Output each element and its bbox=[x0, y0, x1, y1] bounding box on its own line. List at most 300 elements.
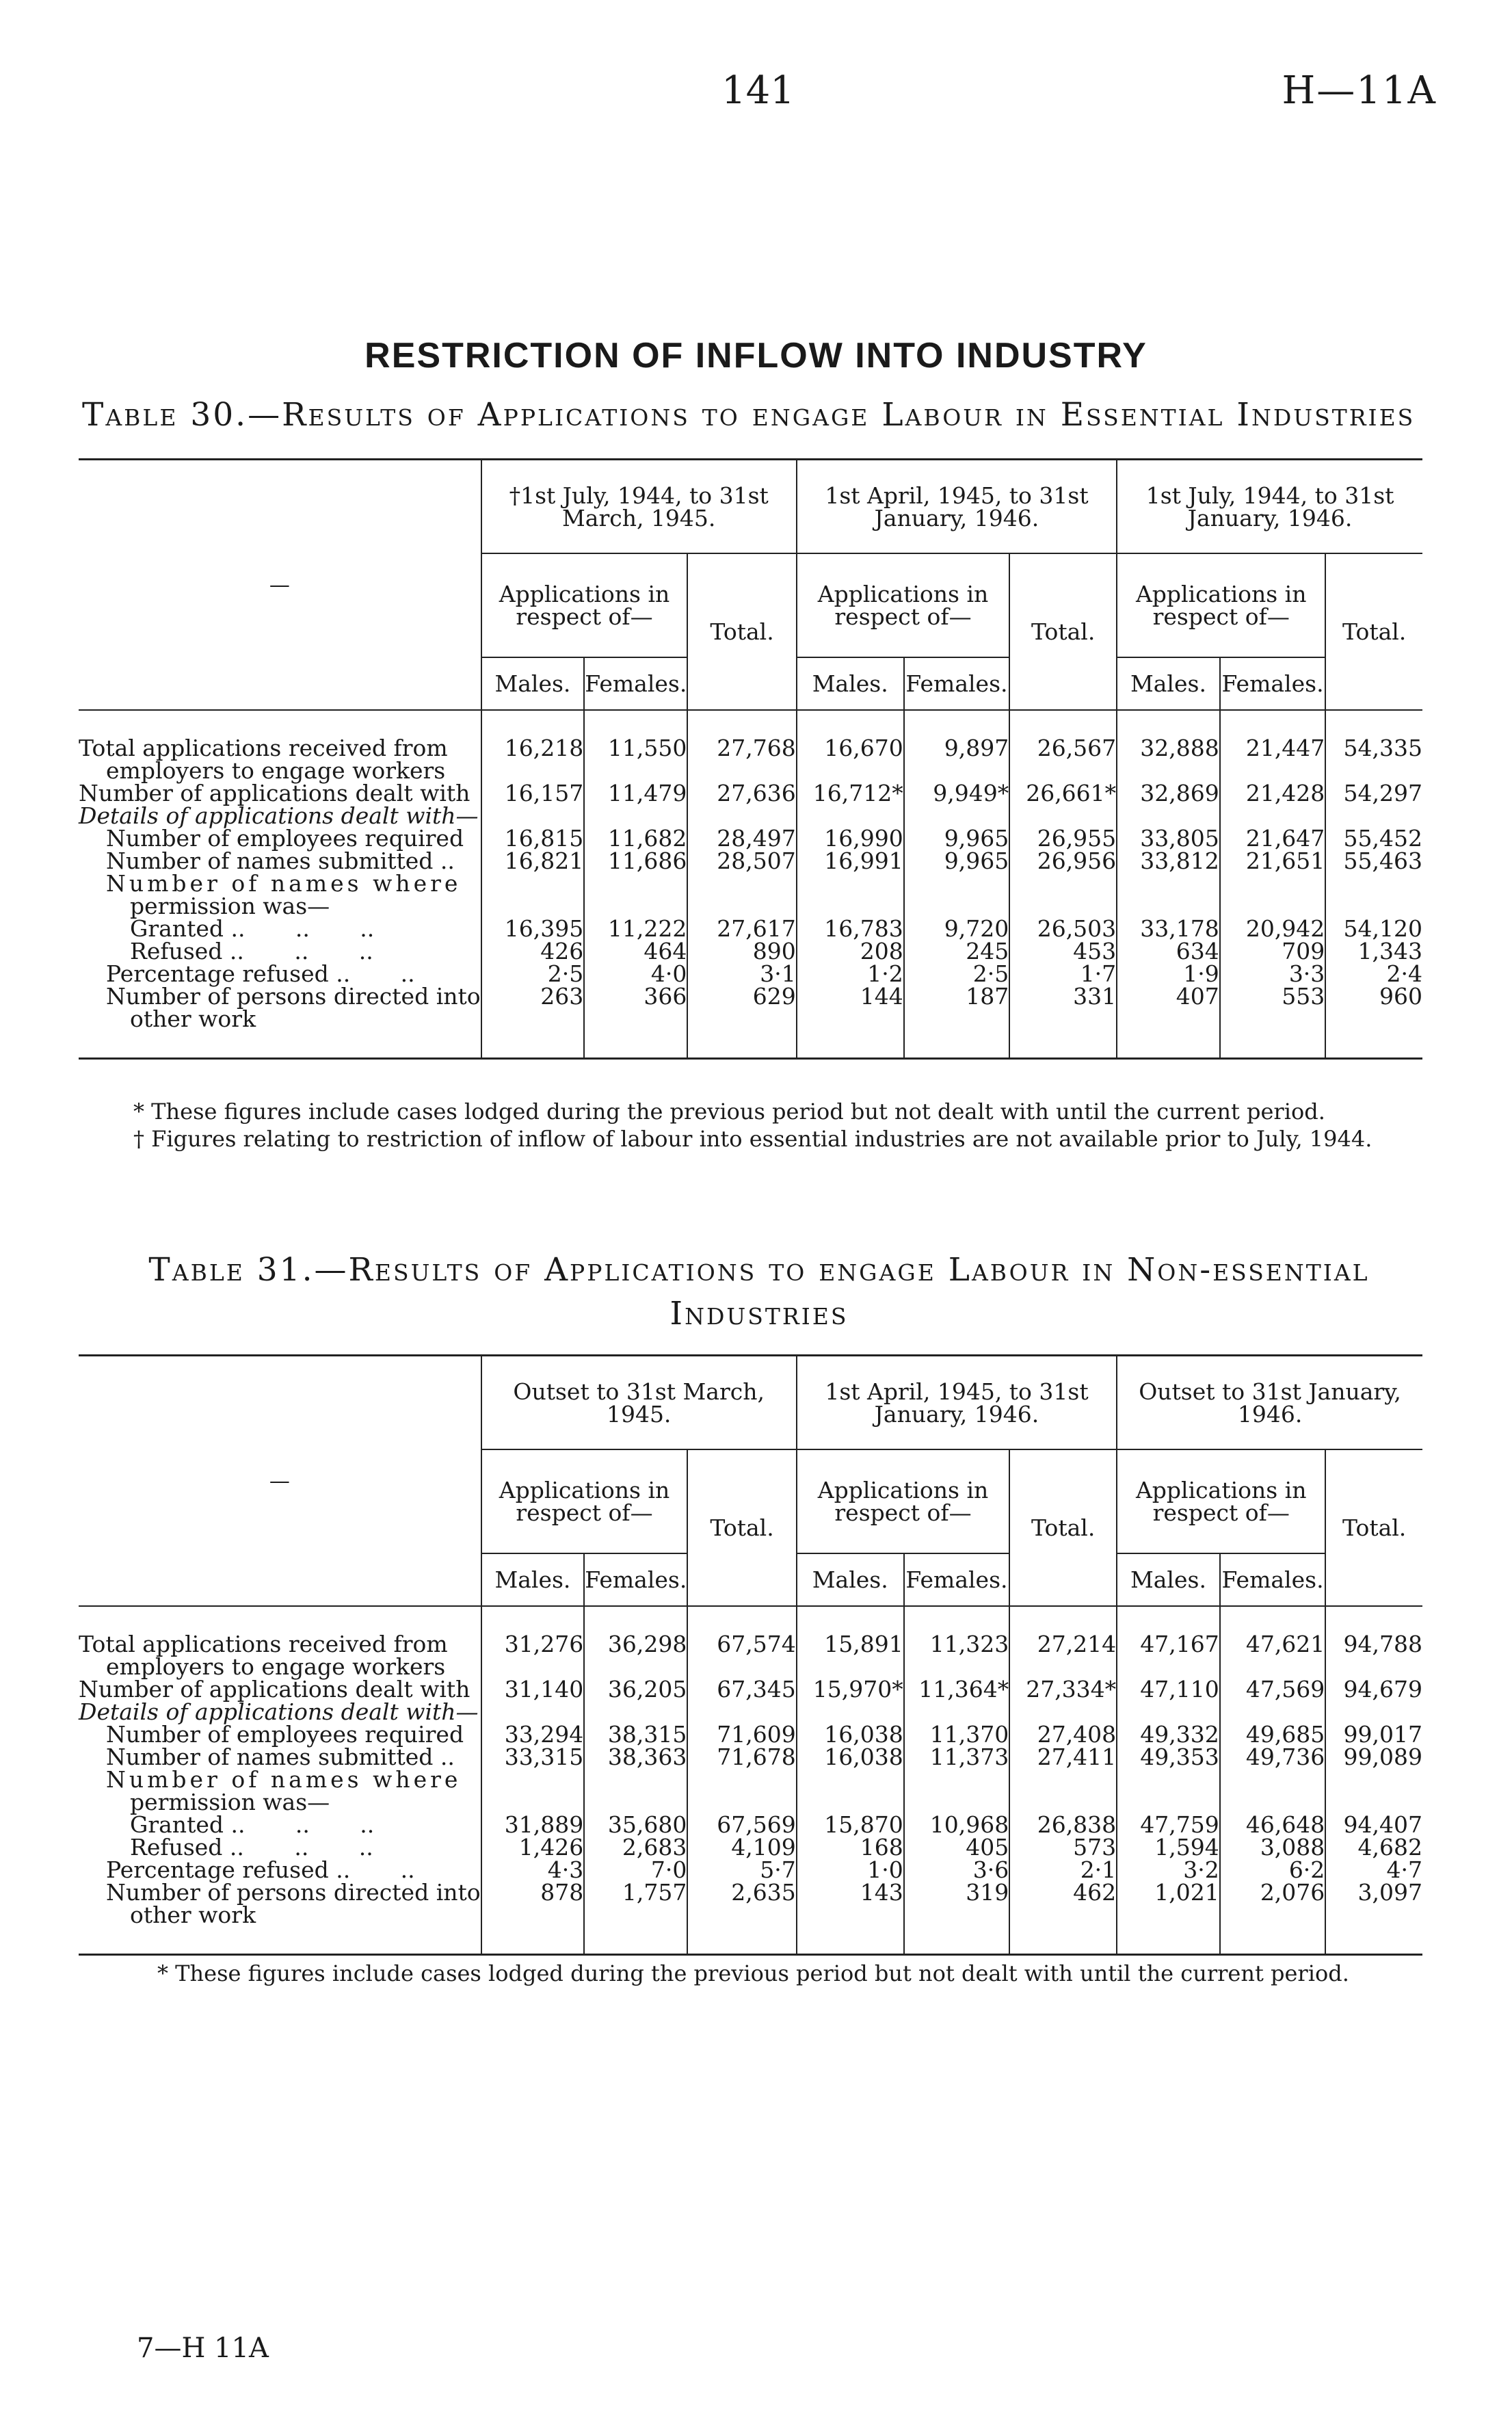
table-row bbox=[79, 850, 1422, 872]
row-label bbox=[79, 962, 481, 985]
table30-footnote-1: * These figures include cases lodged during the previous period but not dealt with until the current period. bbox=[133, 1099, 1325, 1125]
table-cell: 11,222 bbox=[584, 917, 687, 940]
table-cell: 4·7 bbox=[1325, 1858, 1422, 1881]
table-cell: 27,636 bbox=[687, 782, 796, 804]
spacer-cell bbox=[904, 1606, 1010, 1633]
table-cell: 1·0 bbox=[797, 1858, 904, 1881]
table30-males-header-2: Males. bbox=[797, 657, 904, 710]
table-cell: 1·9 bbox=[1117, 962, 1220, 985]
table-cell: 67,574 bbox=[687, 1633, 796, 1655]
table-cell: 26,955 bbox=[1009, 827, 1117, 850]
table-cell bbox=[904, 804, 1010, 827]
table-row bbox=[79, 1836, 1422, 1858]
table-cell bbox=[797, 1791, 904, 1813]
spacer-cell bbox=[481, 1926, 585, 1955]
table-cell bbox=[687, 804, 796, 827]
page-header bbox=[0, 68, 1512, 123]
row-label-text: employers to engage workers bbox=[106, 757, 446, 784]
table-cell bbox=[904, 1655, 1010, 1678]
row-label bbox=[79, 917, 481, 940]
table31-males-header-2: Males. bbox=[797, 1553, 904, 1606]
row-label bbox=[79, 1904, 481, 1926]
row-label-text: employers to engage workers bbox=[106, 1653, 446, 1680]
table-cell: 878 bbox=[481, 1881, 585, 1904]
row-label-text: Details of applications dealt with— bbox=[79, 802, 479, 829]
table-cell: 9,965 bbox=[904, 850, 1010, 872]
table-cell bbox=[1325, 1904, 1422, 1926]
row-label bbox=[79, 872, 481, 895]
table-cell bbox=[481, 1768, 585, 1791]
row-label-text: Number of applications dealt with bbox=[79, 1676, 470, 1703]
table-cell: 47,569 bbox=[1220, 1678, 1326, 1700]
spacer-row bbox=[79, 1606, 1422, 1633]
row-label-text: Refused .. .. .. bbox=[130, 1834, 373, 1861]
table31-females-header-2: Females. bbox=[904, 1553, 1010, 1606]
table-row bbox=[79, 1008, 1422, 1030]
table-cell bbox=[584, 759, 687, 782]
table-cell bbox=[1220, 1700, 1326, 1723]
table-cell: 16,670 bbox=[797, 737, 904, 759]
table-cell bbox=[1220, 872, 1326, 895]
spacer-cell bbox=[584, 1606, 687, 1633]
spacer-cell bbox=[481, 1606, 585, 1633]
table-cell: 426 bbox=[481, 940, 585, 962]
table30-period-1: †1st July, 1944, to 31st March, 1945. bbox=[481, 460, 797, 554]
table-cell bbox=[481, 1904, 585, 1926]
spacer-cell bbox=[1117, 1926, 1220, 1955]
table-cell bbox=[1117, 759, 1220, 782]
spacer-cell bbox=[797, 1606, 904, 1633]
table-cell bbox=[481, 1791, 585, 1813]
table-cell bbox=[481, 872, 585, 895]
table-cell bbox=[904, 1700, 1010, 1723]
table-cell bbox=[1009, 1791, 1117, 1813]
table-cell: 26,838 bbox=[1009, 1813, 1117, 1836]
table-cell: 49,736 bbox=[1220, 1746, 1326, 1768]
table-cell bbox=[584, 1768, 687, 1791]
table31-period-2: 1st April, 1945, to 31st January, 1946. bbox=[797, 1356, 1117, 1450]
row-label-text: Total applications received from bbox=[79, 1631, 448, 1657]
spacer-cell bbox=[904, 710, 1010, 737]
table-cell bbox=[1117, 872, 1220, 895]
table30-females-header-2: Females. bbox=[904, 657, 1010, 710]
table-cell: 890 bbox=[687, 940, 796, 962]
table-cell: 3·6 bbox=[904, 1858, 1010, 1881]
row-label bbox=[79, 1768, 481, 1791]
table-cell bbox=[797, 1655, 904, 1678]
table-row bbox=[79, 1768, 1422, 1791]
spacer-cell bbox=[1220, 710, 1326, 737]
table30-corner: — bbox=[269, 573, 290, 597]
table30-total-header-2: Total. bbox=[1009, 553, 1117, 710]
table-cell: 319 bbox=[904, 1881, 1010, 1904]
spacer-cell bbox=[1117, 1606, 1220, 1633]
table31-period-3: Outset to 31st January, 1946. bbox=[1117, 1356, 1422, 1450]
row-label bbox=[79, 1881, 481, 1904]
table-cell: 21,647 bbox=[1220, 827, 1326, 850]
spacer-cell bbox=[1325, 710, 1422, 737]
table-cell: 366 bbox=[584, 985, 687, 1008]
table-cell: 27,411 bbox=[1009, 1746, 1117, 1768]
table-cell bbox=[584, 1791, 687, 1813]
table-cell: 28,497 bbox=[687, 827, 796, 850]
table-cell: 47,110 bbox=[1117, 1678, 1220, 1700]
table-cell: 1,426 bbox=[481, 1836, 585, 1858]
table-cell: 1,021 bbox=[1117, 1881, 1220, 1904]
table-cell: 1·2 bbox=[797, 962, 904, 985]
spacer-cell bbox=[904, 1926, 1010, 1955]
spacer-cell bbox=[481, 710, 585, 737]
table-cell bbox=[797, 1904, 904, 1926]
row-label bbox=[79, 895, 481, 917]
table-row bbox=[79, 827, 1422, 850]
table-row bbox=[79, 1678, 1422, 1700]
table-cell: 9,949* bbox=[904, 782, 1010, 804]
table-cell bbox=[584, 804, 687, 827]
row-label-text: Number of names where bbox=[106, 1766, 462, 1793]
table-cell: 405 bbox=[904, 1836, 1010, 1858]
table-row bbox=[79, 1700, 1422, 1723]
table-cell: 94,788 bbox=[1325, 1633, 1422, 1655]
table-cell bbox=[1220, 895, 1326, 917]
table-cell: 49,353 bbox=[1117, 1746, 1220, 1768]
table-cell: 245 bbox=[904, 940, 1010, 962]
table-cell bbox=[481, 759, 585, 782]
table-cell: 55,463 bbox=[1325, 850, 1422, 872]
table-row bbox=[79, 1881, 1422, 1904]
table-cell bbox=[1325, 895, 1422, 917]
spacer-cell bbox=[1009, 1606, 1117, 1633]
row-label bbox=[79, 759, 481, 782]
spacer-cell bbox=[584, 710, 687, 737]
table-cell bbox=[1325, 872, 1422, 895]
row-label bbox=[79, 827, 481, 850]
table30-title: Table 30.—Results of Applications to engage Labour in Essential Industries bbox=[82, 396, 1416, 434]
row-label-text: permission was— bbox=[130, 1789, 330, 1815]
table-cell: 31,889 bbox=[481, 1813, 585, 1836]
table-cell: 4,682 bbox=[1325, 1836, 1422, 1858]
table31-title-line-2: Industries bbox=[669, 1295, 849, 1332]
table-cell bbox=[1220, 759, 1326, 782]
table-cell: 15,891 bbox=[797, 1633, 904, 1655]
row-label bbox=[79, 847, 481, 874]
row-label-text: Number of applications dealt with bbox=[79, 780, 470, 806]
table-row bbox=[79, 1791, 1422, 1813]
spacer-cell bbox=[79, 1926, 481, 1955]
table-cell: 16,038 bbox=[797, 1723, 904, 1746]
table-cell: 15,870 bbox=[797, 1813, 904, 1836]
row-label bbox=[79, 940, 481, 962]
table-cell: 16,821 bbox=[481, 850, 585, 872]
spacer-cell bbox=[79, 1030, 481, 1059]
table-cell: 55,452 bbox=[1325, 827, 1422, 850]
table-cell bbox=[1009, 1768, 1117, 1791]
table30-period-2: 1st April, 1945, to 31st January, 1946. bbox=[797, 460, 1117, 554]
spacer-cell bbox=[1325, 1926, 1422, 1955]
spacer-cell bbox=[1009, 1926, 1117, 1955]
spacer-cell bbox=[584, 1926, 687, 1955]
table-cell: 38,315 bbox=[584, 1723, 687, 1746]
table-cell: 32,869 bbox=[1117, 782, 1220, 804]
row-label bbox=[79, 1008, 481, 1030]
table31 bbox=[79, 1354, 1422, 1956]
table-cell: 26,661* bbox=[1009, 782, 1117, 804]
spacer-cell bbox=[1009, 710, 1117, 737]
table-cell bbox=[797, 895, 904, 917]
table-cell bbox=[1220, 804, 1326, 827]
table-cell bbox=[1009, 804, 1117, 827]
table-cell bbox=[1009, 759, 1117, 782]
document-reference: H—11A bbox=[1282, 68, 1437, 113]
table-cell bbox=[1117, 1700, 1220, 1723]
table-cell: 16,815 bbox=[481, 827, 585, 850]
table-cell: 38,363 bbox=[584, 1746, 687, 1768]
spacer-cell bbox=[1220, 1030, 1326, 1059]
table-cell bbox=[1009, 1655, 1117, 1678]
table-cell: 208 bbox=[797, 940, 904, 962]
table-cell: 16,395 bbox=[481, 917, 585, 940]
table-row bbox=[79, 759, 1422, 782]
footer-reference: 7—H 11A bbox=[137, 2332, 269, 2364]
spacer-row bbox=[79, 710, 1422, 737]
table30-footnote-2: † Figures relating to restriction of inflow of labour into essential industries are not available prior to July, 1944. bbox=[133, 1126, 1372, 1152]
table-row bbox=[79, 1723, 1422, 1746]
table-cell: 28,507 bbox=[687, 850, 796, 872]
spacer-cell bbox=[1009, 1030, 1117, 1059]
table-cell: 4·3 bbox=[481, 1858, 585, 1881]
table-cell bbox=[481, 804, 585, 827]
table-row bbox=[79, 917, 1422, 940]
table-cell bbox=[1117, 1768, 1220, 1791]
row-label bbox=[79, 1700, 481, 1723]
table-cell: 331 bbox=[1009, 985, 1117, 1008]
table-cell bbox=[797, 1008, 904, 1030]
table-cell: 54,120 bbox=[1325, 917, 1422, 940]
table-cell bbox=[1009, 895, 1117, 917]
spacer-cell bbox=[797, 1030, 904, 1059]
table-cell: 2,076 bbox=[1220, 1881, 1326, 1904]
table-cell: 99,017 bbox=[1325, 1723, 1422, 1746]
table-cell: 2·5 bbox=[481, 962, 585, 985]
table-cell: 634 bbox=[1117, 940, 1220, 962]
table-cell bbox=[687, 1768, 796, 1791]
row-label bbox=[79, 1813, 481, 1836]
table-cell: 16,783 bbox=[797, 917, 904, 940]
table31-sub-header-3: Applications in respect of— bbox=[1117, 1449, 1325, 1553]
table-cell: 6·2 bbox=[1220, 1858, 1326, 1881]
table30-males-header-3: Males. bbox=[1117, 657, 1220, 710]
table-cell: 11,550 bbox=[584, 737, 687, 759]
table-cell: 168 bbox=[797, 1836, 904, 1858]
table-cell: 9,720 bbox=[904, 917, 1010, 940]
table-cell: 1,757 bbox=[584, 1881, 687, 1904]
spacer-cell bbox=[687, 1030, 796, 1059]
table-cell bbox=[481, 1655, 585, 1678]
spacer-cell bbox=[797, 1926, 904, 1955]
table-cell bbox=[687, 895, 796, 917]
table-cell: 20,942 bbox=[1220, 917, 1326, 940]
spacer-cell bbox=[687, 1606, 796, 1633]
table-cell bbox=[904, 1904, 1010, 1926]
table-cell: 94,407 bbox=[1325, 1813, 1422, 1836]
table-cell: 144 bbox=[797, 985, 904, 1008]
table-cell bbox=[1009, 872, 1117, 895]
table-cell: 11,682 bbox=[584, 827, 687, 850]
table-cell: 47,621 bbox=[1220, 1633, 1326, 1655]
spacer-cell bbox=[79, 1606, 481, 1633]
table-row bbox=[79, 1813, 1422, 1836]
table-row bbox=[79, 1858, 1422, 1881]
table30-females-header-1: Females. bbox=[584, 657, 687, 710]
table-cell: 54,297 bbox=[1325, 782, 1422, 804]
row-label-text: Number of names submitted .. bbox=[106, 1744, 455, 1770]
table-cell bbox=[904, 872, 1010, 895]
table31-footnote-1: * These figures include cases lodged during the previous period but not dealt with until the current period. bbox=[157, 1960, 1349, 1986]
table-cell: 33,294 bbox=[481, 1723, 585, 1746]
table-cell bbox=[797, 872, 904, 895]
table30-sub-header-1: Applications in respect of— bbox=[481, 553, 688, 657]
row-label-text: Granted .. .. .. bbox=[130, 1811, 375, 1838]
table-cell bbox=[1117, 1904, 1220, 1926]
table-row bbox=[79, 1633, 1422, 1655]
table31-body bbox=[79, 1606, 1422, 1955]
table-cell: 67,569 bbox=[687, 1813, 796, 1836]
row-label bbox=[79, 1834, 481, 1861]
table-cell: 2·5 bbox=[904, 962, 1010, 985]
table30-sub-header-2: Applications in respect of— bbox=[797, 553, 1009, 657]
row-label-text: Granted .. .. .. bbox=[130, 915, 375, 942]
table-cell bbox=[1325, 804, 1422, 827]
table-cell bbox=[904, 1791, 1010, 1813]
table-cell: 21,428 bbox=[1220, 782, 1326, 804]
table31-footnotes bbox=[157, 1960, 1349, 1987]
table-cell bbox=[481, 895, 585, 917]
table30-sub-header-3: Applications in respect of— bbox=[1117, 553, 1325, 657]
table-cell bbox=[687, 1008, 796, 1030]
table-cell bbox=[687, 1791, 796, 1813]
spacer-row bbox=[79, 1030, 1422, 1059]
table-row bbox=[79, 962, 1422, 985]
table-cell: 27,617 bbox=[687, 917, 796, 940]
table-cell: 7·0 bbox=[584, 1858, 687, 1881]
row-label bbox=[79, 1858, 481, 1881]
table-cell: 33,805 bbox=[1117, 827, 1220, 850]
table-cell bbox=[1117, 895, 1220, 917]
table-row bbox=[79, 940, 1422, 962]
table-row bbox=[79, 985, 1422, 1008]
table-cell: 54,335 bbox=[1325, 737, 1422, 759]
table-cell bbox=[1325, 1791, 1422, 1813]
table-cell: 4·0 bbox=[584, 962, 687, 985]
table-cell bbox=[1220, 1008, 1326, 1030]
row-label-text: Refused .. .. .. bbox=[130, 938, 373, 964]
table-cell: 26,567 bbox=[1009, 737, 1117, 759]
table-cell bbox=[904, 1008, 1010, 1030]
table31-females-header-1: Females. bbox=[584, 1553, 687, 1606]
table-cell: 32,888 bbox=[1117, 737, 1220, 759]
table31-period-1: Outset to 31st March, 1945. bbox=[481, 1356, 797, 1450]
table-cell bbox=[584, 1904, 687, 1926]
table-row bbox=[79, 1904, 1422, 1926]
row-label-text: Number of persons directed into bbox=[106, 1879, 481, 1906]
table-cell bbox=[584, 895, 687, 917]
table-cell bbox=[1117, 1791, 1220, 1813]
table-cell: 2,683 bbox=[584, 1836, 687, 1858]
table-cell bbox=[1220, 1904, 1326, 1926]
table-cell bbox=[797, 759, 904, 782]
table-cell: 629 bbox=[687, 985, 796, 1008]
table-cell bbox=[797, 1768, 904, 1791]
table-cell: 16,218 bbox=[481, 737, 585, 759]
table-cell bbox=[1325, 1768, 1422, 1791]
table-cell: 5·7 bbox=[687, 1858, 796, 1881]
table-cell: 143 bbox=[797, 1881, 904, 1904]
table-cell: 9,897 bbox=[904, 737, 1010, 759]
table-cell: 36,205 bbox=[584, 1678, 687, 1700]
table-cell: 10,968 bbox=[904, 1813, 1010, 1836]
spacer-cell bbox=[687, 1926, 796, 1955]
table-cell: 709 bbox=[1220, 940, 1326, 962]
table-cell: 263 bbox=[481, 985, 585, 1008]
row-label-text: Percentage refused .. .. bbox=[106, 960, 415, 987]
row-label bbox=[79, 985, 481, 1008]
table-cell: 27,408 bbox=[1009, 1723, 1117, 1746]
table-cell: 26,503 bbox=[1009, 917, 1117, 940]
table-cell bbox=[1325, 1655, 1422, 1678]
table-cell: 16,038 bbox=[797, 1746, 904, 1768]
table-cell: 15,970* bbox=[797, 1678, 904, 1700]
table-cell: 16,990 bbox=[797, 827, 904, 850]
table-cell: 27,768 bbox=[687, 737, 796, 759]
table31-males-header-3: Males. bbox=[1117, 1553, 1220, 1606]
table-cell: 16,991 bbox=[797, 850, 904, 872]
spacer-cell bbox=[1220, 1926, 1326, 1955]
table-cell: 99,089 bbox=[1325, 1746, 1422, 1768]
table-cell: 11,364* bbox=[904, 1678, 1010, 1700]
table-cell: 31,140 bbox=[481, 1678, 585, 1700]
table-cell bbox=[687, 759, 796, 782]
row-label-text: Number of employees required bbox=[106, 825, 464, 852]
row-label bbox=[79, 737, 481, 759]
table-cell: 71,678 bbox=[687, 1746, 796, 1768]
table-cell: 9,965 bbox=[904, 827, 1010, 850]
spacer-cell bbox=[797, 710, 904, 737]
row-label bbox=[79, 1633, 481, 1655]
row-label bbox=[79, 1723, 481, 1746]
table-cell bbox=[481, 1008, 585, 1030]
spacer-cell bbox=[584, 1030, 687, 1059]
table-cell: 71,609 bbox=[687, 1723, 796, 1746]
table31-females-header-3: Females. bbox=[1220, 1553, 1326, 1606]
table-row bbox=[79, 872, 1422, 895]
spacer-cell bbox=[1117, 1030, 1220, 1059]
table-cell: 67,345 bbox=[687, 1678, 796, 1700]
table-cell: 2·4 bbox=[1325, 962, 1422, 985]
table-row bbox=[79, 1746, 1422, 1768]
table-cell: 1·7 bbox=[1009, 962, 1117, 985]
row-label-text: permission was— bbox=[130, 893, 330, 919]
table-cell bbox=[1117, 1655, 1220, 1678]
table31-total-header-2: Total. bbox=[1009, 1449, 1117, 1606]
table-cell bbox=[904, 759, 1010, 782]
table31-total-header-3: Total. bbox=[1325, 1449, 1422, 1606]
table-cell: 3·1 bbox=[687, 962, 796, 985]
table-cell: 47,167 bbox=[1117, 1633, 1220, 1655]
row-label bbox=[79, 1676, 481, 1703]
table-row bbox=[79, 804, 1422, 827]
table-cell bbox=[797, 804, 904, 827]
row-label bbox=[79, 782, 481, 804]
